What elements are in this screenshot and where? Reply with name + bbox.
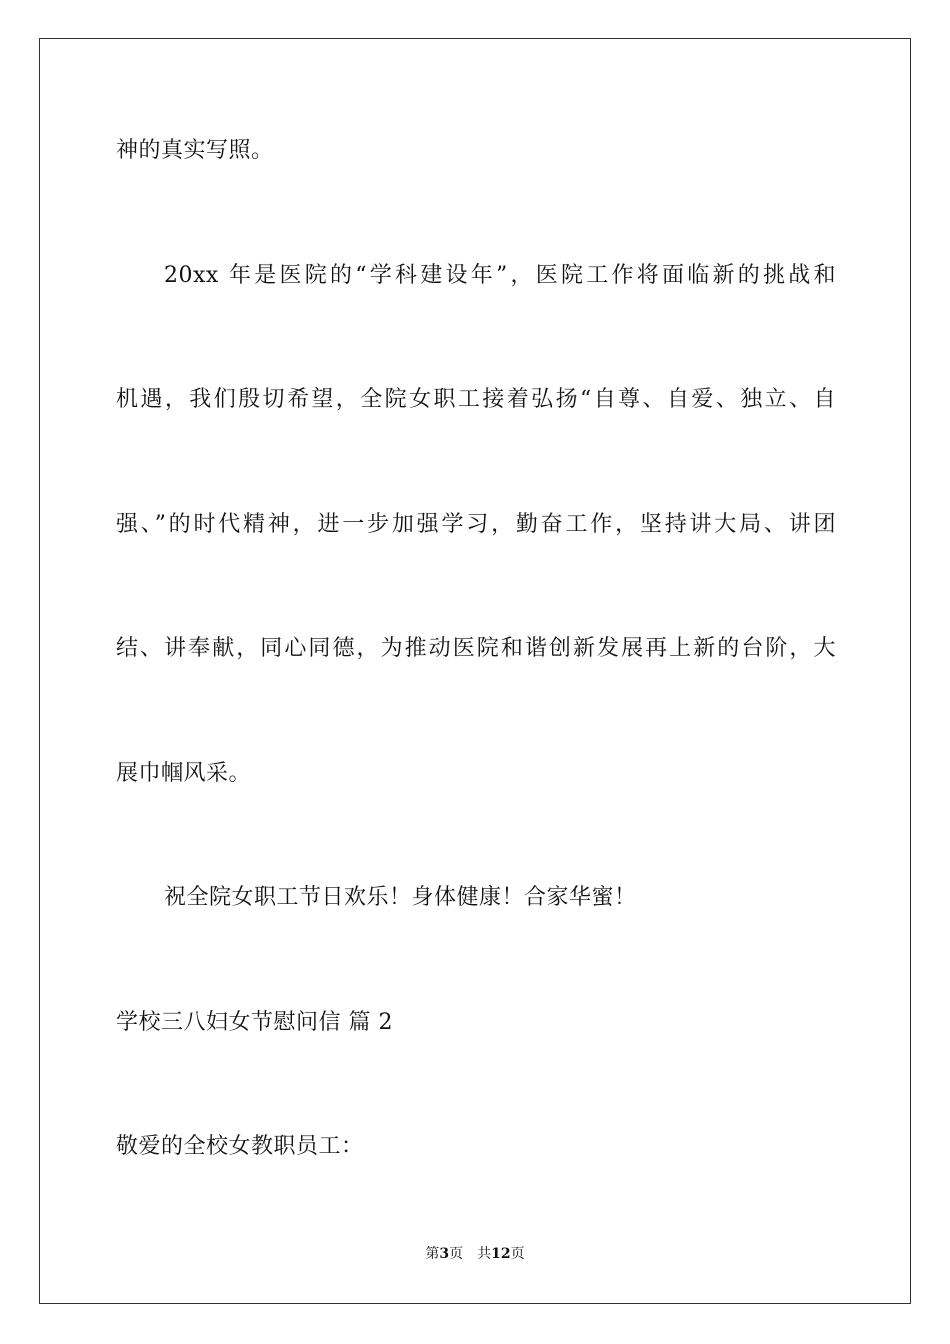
- footer-total-prefix: 共: [477, 1246, 492, 1262]
- text-line-7: 祝全院女职工节日欢乐！身体健康！合家华蜜！: [164, 885, 637, 910]
- footer-page-number: 3: [439, 1246, 450, 1262]
- footer-total-number: 12: [491, 1246, 511, 1262]
- section-heading: 学校三八妇女节慰问信 篇 2: [116, 1010, 393, 1035]
- salutation-line: 敬爱的全校女教职员工：: [116, 1134, 364, 1159]
- text-line-3: 机遇，我们殷切希望，全院女职工接着弘扬“自尊、自爱、独立、自: [116, 387, 836, 412]
- footer-total-suffix: 页: [510, 1246, 525, 1262]
- footer-page-prefix: 第: [425, 1246, 440, 1262]
- text-line-2: 20xx 年是医院的“学科建设年”，医院工作将面临新的挑战和: [164, 263, 836, 288]
- page-frame: [39, 38, 911, 1304]
- text-line-5: 结、讲奉献，同心同德，为推动医院和谐创新发展再上新的台阶，大: [116, 636, 836, 661]
- text-line-1: 神的真实写照。: [116, 138, 274, 163]
- page-footer: [0, 1244, 950, 1264]
- footer-page-suffix: 页: [449, 1246, 464, 1262]
- text-line-6: 展巾帼风采。: [116, 761, 252, 786]
- text-line-4: 强、”的时代精神，进一步加强学习，勤奋工作，坚持讲大局、讲团: [116, 512, 836, 537]
